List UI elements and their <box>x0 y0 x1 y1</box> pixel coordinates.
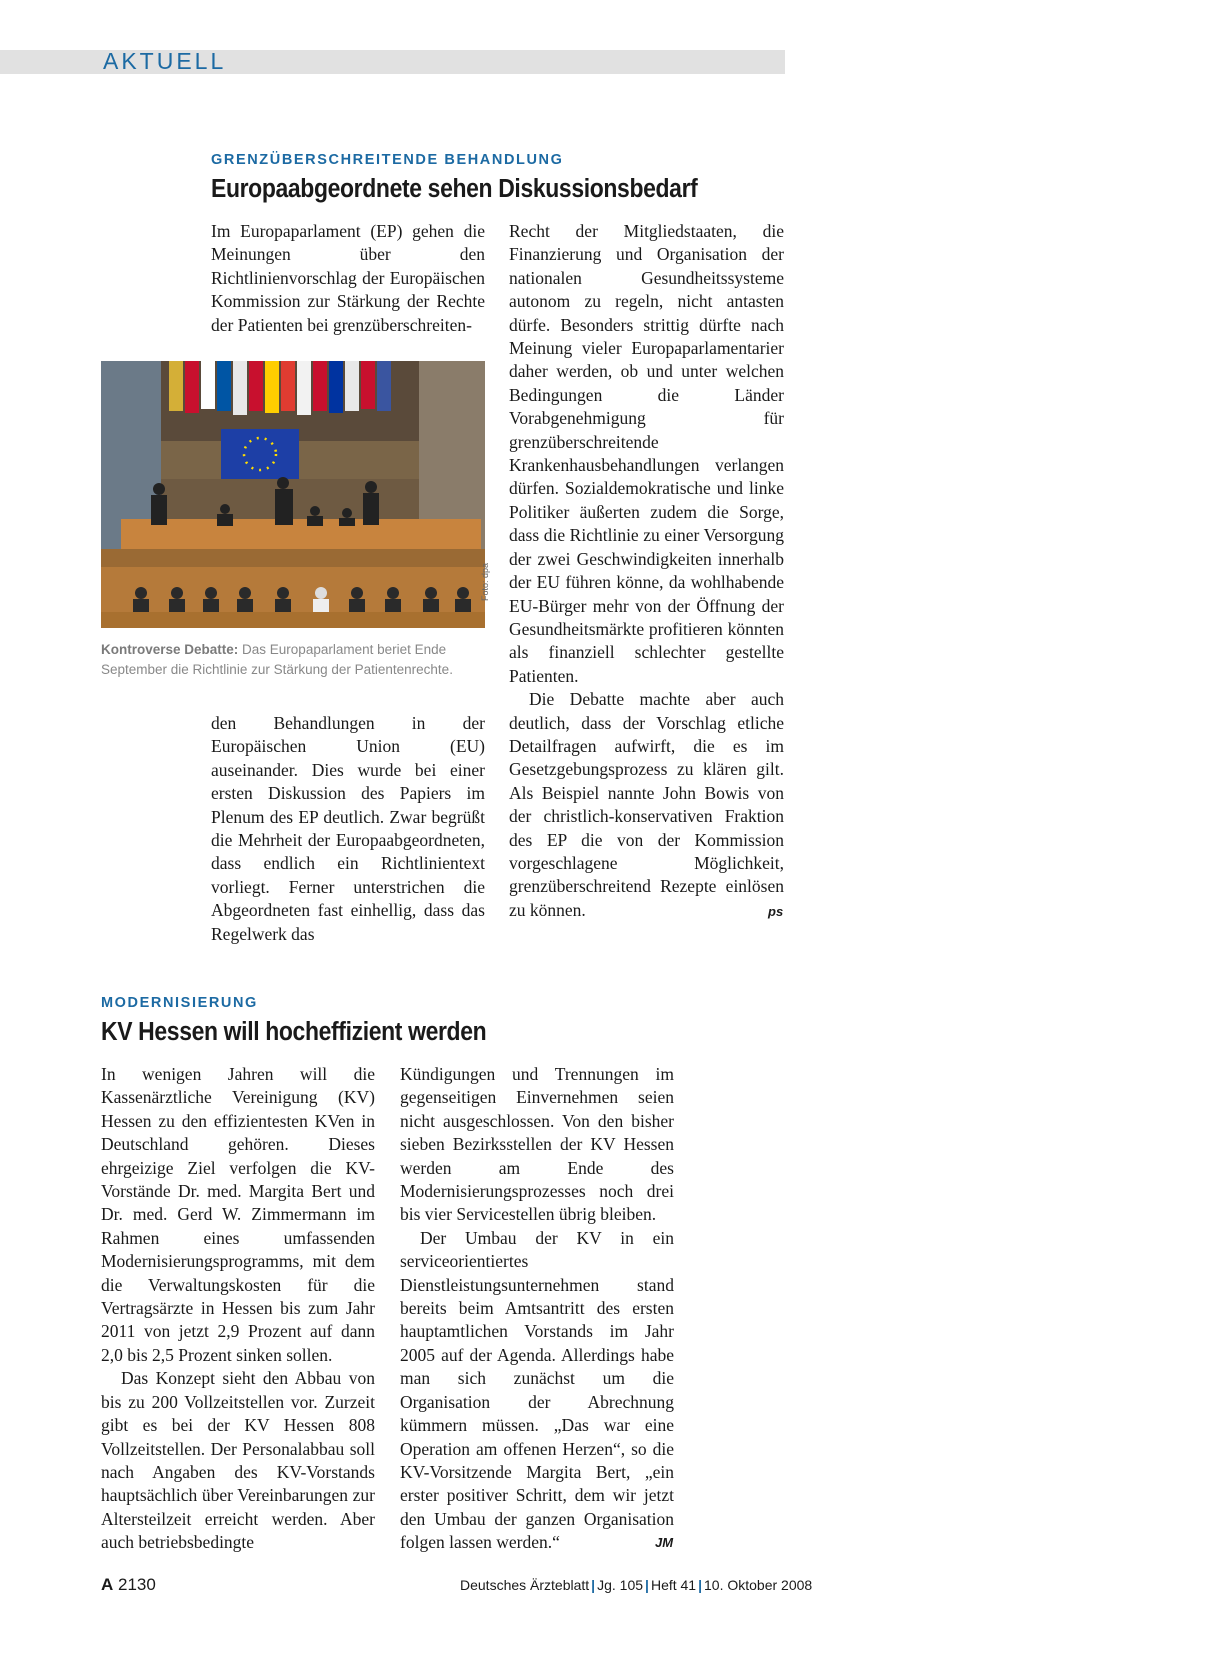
caption-lead: Kontroverse Debatte: <box>101 642 239 657</box>
page-number <box>101 1575 156 1595</box>
photo-credit: Foto: dpa <box>480 562 490 601</box>
article1-col1-top-text: Im Europaparlament (EP) gehen die Meinungen über den Richtlinienvorschlag der Europäischen Kommission zur Stärkung der Rechte der Patienten bei grenzüberschreiten- <box>211 221 485 335</box>
journal-issue: Heft 41 <box>650 1577 697 1593</box>
journal-name: Deutsches Ärzteblatt <box>460 1577 590 1593</box>
parliament-photo <box>101 361 485 628</box>
article1-kicker: GRENZÜBERSCHREITENDE BEHANDLUNG <box>211 152 564 168</box>
separator: | <box>698 1577 703 1593</box>
article1-col2-p2: Die Debatte machte aber auch deutlich, dass der Vorschlag etliche Detailfragen aufwirft, die es im Gesetzgebungsprozess zu klären gilt. Als Beispiel nannte John Bowis von der christlich-konservativen Fraktion des EP die von der Kommission vorgeschlagene Möglichkeit, grenzüberschreitend Rezepte einlösen zu können. <box>509 689 784 920</box>
article1-signature: ps <box>768 904 784 919</box>
separator: | <box>591 1577 596 1593</box>
eu-flag <box>221 429 299 479</box>
section-label: AKTUELL <box>103 48 227 74</box>
article1-col1-top <box>211 220 485 337</box>
article1-col1-bottom <box>211 712 485 946</box>
separator: | <box>645 1577 649 1593</box>
article2-headline: KV Hessen will hocheffizient werden <box>101 1018 487 1046</box>
article1-headline: Europaabgeordnete sehen Diskussionsbedarf <box>211 175 698 203</box>
article1-col1-bottom-text: den Behandlungen in der Europäischen Union (EU) auseinander. Dies wurde bei einer ersten Diskussion des Papiers im Plenum des EP deutlich. Zwar begrüßt die Mehrheit der Europaabgeordneten, dass endlich ein Richtlinientext vorliegt. Ferner unterstrichen die Abgeordneten fast einhellig, dass das Regelwerk das <box>211 713 485 944</box>
article2-col1 <box>101 1063 375 1555</box>
article2-kicker: MODERNISIERUNG <box>101 995 258 1011</box>
article1-col2-p1: Recht der Mitgliedstaaten, die Finanzierung und Organisation der nationalen Gesundheitssysteme autonom zu regeln, nicht antasten dürfe. Besonders strittig dürfte nach Meinung vieler Europaparlamentarier daher werden, ob und unter welchen Bedingungen die Länder Vorabgenehmigung für grenzüberschreitende Krankenhausbehandlungen verlangen dürfen. Sozialdemokratische und linke Politiker äußerten zudem die Sorge, dass die Richtlinie zu einer Versorgung der zwei Geschwindigkeiten innerhalb der EU führen könne, da wohlhabende EU-Bürger mehr von der Öffnung der Gesundheitsmärkte profitieren könnten als finanziell schlechter gestellte Patienten. <box>509 221 784 686</box>
photo-caption <box>101 640 491 680</box>
journal-volume: Jg. 105 <box>597 1577 644 1593</box>
article1-col2 <box>509 220 784 922</box>
article2-col2-p2: Der Umbau der KV in ein serviceorientiertes Dienstleistungsunternehmen stand bereits beim Amtsantritt des ersten hauptamtlichen Vorstands im Jahr 2005 auf der Agenda. Allerdings habe man sich zunächst um die Organisation der Abrechnung kümmern müssen. „Das war eine Operation am offenen Herzen“, so die KV-Vorsitzende Margita Bert, „ein erster positiver Schritt, dem wir jetzt den Umbau der ganzen Organisation folgen lassen werden.“ <box>400 1227 674 1553</box>
journal-date: 10. Oktober 2008 <box>704 1577 813 1593</box>
article2-col2 <box>400 1063 674 1555</box>
article2-col1-p2: Das Konzept sieht den Abbau von bis zu 200 Vollzeitstellen vor. Zurzeit gibt es bei der KV Hessen 808 Vollzeitstellen. Der Personalabbau soll nach Angaben des KV-Vorstands hauptsächlich über Vereinbarungen zur Altersteilzeit erreicht werden. Aber auch betriebsbedingte <box>101 1368 375 1553</box>
page-number-value: 2130 <box>118 1575 156 1594</box>
article2-signature: JM <box>655 1535 674 1550</box>
page-prefix: A <box>101 1575 114 1594</box>
journal-info <box>460 1577 813 1593</box>
caption-text: Das Europaparlament beriet Ende September die Richtlinie zur Stärkung der Patientenrechte. <box>101 642 453 677</box>
article2-col1-p1: In wenigen Jahren will die Kassenärztliche Vereinigung (KV) Hessen zu den effizientesten KVen in Deutschland gehören. Dieses ehrgeizige Ziel verfolgen die KV-Vorstände Dr. med. Margita Bert und Dr. med. Gerd W. Zimmermann im Rahmen eines umfassenden Modernisierungsprogramms, mit dem die Verwaltungskosten für die Vertragsärzte in Hessen bis zum Jahr 2011 von jetzt 2,9 Prozent auf dann 2,0 bis 2,5 Prozent sinken sollen. <box>101 1064 375 1365</box>
article2-col2-p1: Kündigungen und Trennungen im gegenseitigen Einvernehmen seien nicht ausgeschlossen. Von den bisher sieben Bezirksstellen der KV Hessen werden am Ende des Modernisierungsprozesses noch drei bis vier Servicestellen übrig bleiben. <box>400 1064 674 1225</box>
